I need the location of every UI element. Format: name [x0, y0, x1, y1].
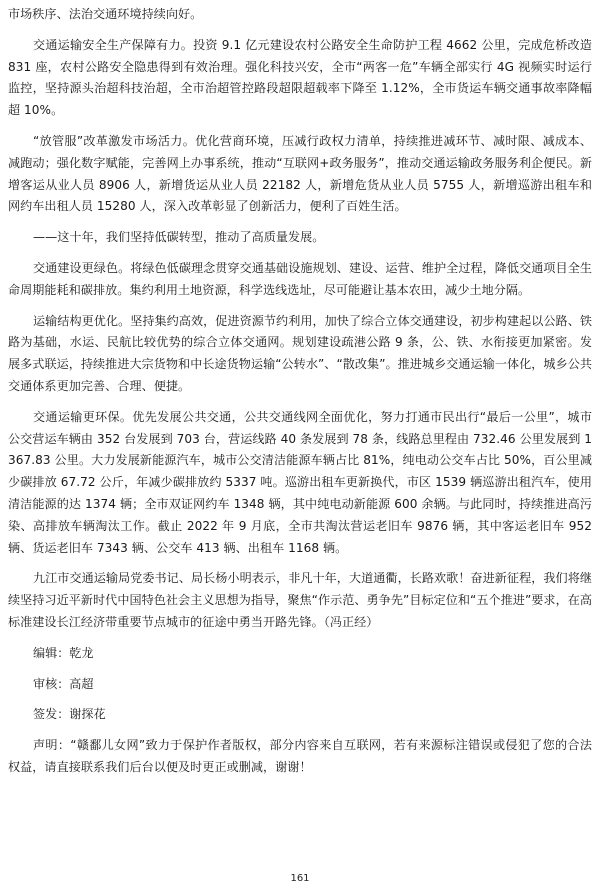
- approver-credit: 签发：谢探花: [33, 707, 106, 722]
- editor-credit: 编辑：乾龙: [33, 645, 94, 660]
- page-number: 161: [290, 873, 310, 884]
- paragraph-reform: “放管服”改革激发市场活力。优化营商环境，压减行政权力清单，持续推进减环节、减时限、减成本、减跑动；强化数字赋能，完善网上办事系统，推动“互联网+政务服务”，推动交通运输政务服务利企便民。新增客运从业人员 8906 人，新增货运从业人员 22182 人，新增危货从业人员 5755 人，新增巡游出租车和网约车出租人员 15280 人，深入改革彰显了创新活力，便利了百姓生活。: [8, 133, 592, 214]
- disclaimer: 声明：“赣鄱儿女网”致力于保护作者版权，部分内容来自互联网，若有来源标注错误或侵犯了您的合法权益，请直接联系我们后台以便及时更正或删减，谢谢！: [8, 738, 592, 774]
- paragraph-traffic-safety: 交通运输安全生产保障有力。投资 9.1 亿元建设农村公路安全生命防护工程 4662 公里，完成危桥改造 831 座，农村公路安全隐患得到有效治理。强化科技兴安，全市“两客一危”车辆全部实行 4G 视频实时运行监控，坚持源头治超科技治超，全市治超管控路段超限超载率下降至 1.12%，全市货运车辆交通事故率降幅超 10%。: [8, 37, 592, 118]
- paragraph-low-carbon-heading: ——这十年，我们坚持低碳转型，推动了高质量发展。: [33, 230, 325, 245]
- paragraph-green-construction: 交通建设更绿色。将绿色低碳理念贯穿交通基础设施规划、建设、运营、维护全过程，降低交通项目全生命周期能耗和碳排放。集约利用土地资源，科学选线选址，尽可能避让基本农田，减少土地分隔。: [8, 260, 592, 297]
- paragraph-continuation: 市场秩序、法治交通环境持续向好。: [8, 7, 203, 21]
- paragraph-environment: 交通运输更环保。优先发展公共交通，公共交通线网全面优化，努力打通市民出行“最后一公里”，城市公交营运车辆由 352 台发展到 703 台，营运线路 40 条发展到 78 条，线路总里程由 732.46 公里发展到 1367.83 公里。大力发展新能源汽车，城市公交清洁能源车辆占比 81%，纯电动公交车占比 50%，百公里减少碳排放 67.72 公斤，年减少碳排放约 5337 吨。巡游出租车更新换代，市区 1539 辆巡游出租汽车，使用清洁能源的达 1374 辆；全市双证网约车 1348 辆，其中纯电动新能源 600 余辆。与此同时，持续推进高污染、高排放车辆淘汰工作。截止 2022 年 9 月底，全市共淘汰营运老旧车 9876 辆，其中客运老旧车 952 辆、货运老旧车 7343 辆、公交车 413 辆、出租车 1168 辆。: [8, 409, 592, 555]
- paragraph-transport-structure: 运输结构更优化。坚持集约高效，促进资源节约利用，加快了综合立体交通建设，初步构建起以公路、铁路为基础，水运、民航比较优势的综合立体交通网。规划建设疏港公路 9 条，公、铁、水衔接更加紧密。发展多式联运，持续推进大宗货物和中长途货物运输“公转水”、“散改集”。推进城乡交通运输一体化，城乡公共交通体系更加完善、合理、便捷。: [8, 313, 592, 393]
- reviewer-credit: 审核：高超: [33, 676, 94, 691]
- paragraph-closing-statement: 九江市交通运输局党委书记、局长杨小明表示，非凡十年，大道通衢，长路欢歌！奋进新征程，我们将继续坚持习近平新时代中国特色社会主义思想为指导，聚焦“作示范、勇争先”目标定位和“五个推进”要求，在高标准建设长江经济带重要节点城市的征途中勇当开路先锋。（冯正经）: [8, 571, 592, 629]
